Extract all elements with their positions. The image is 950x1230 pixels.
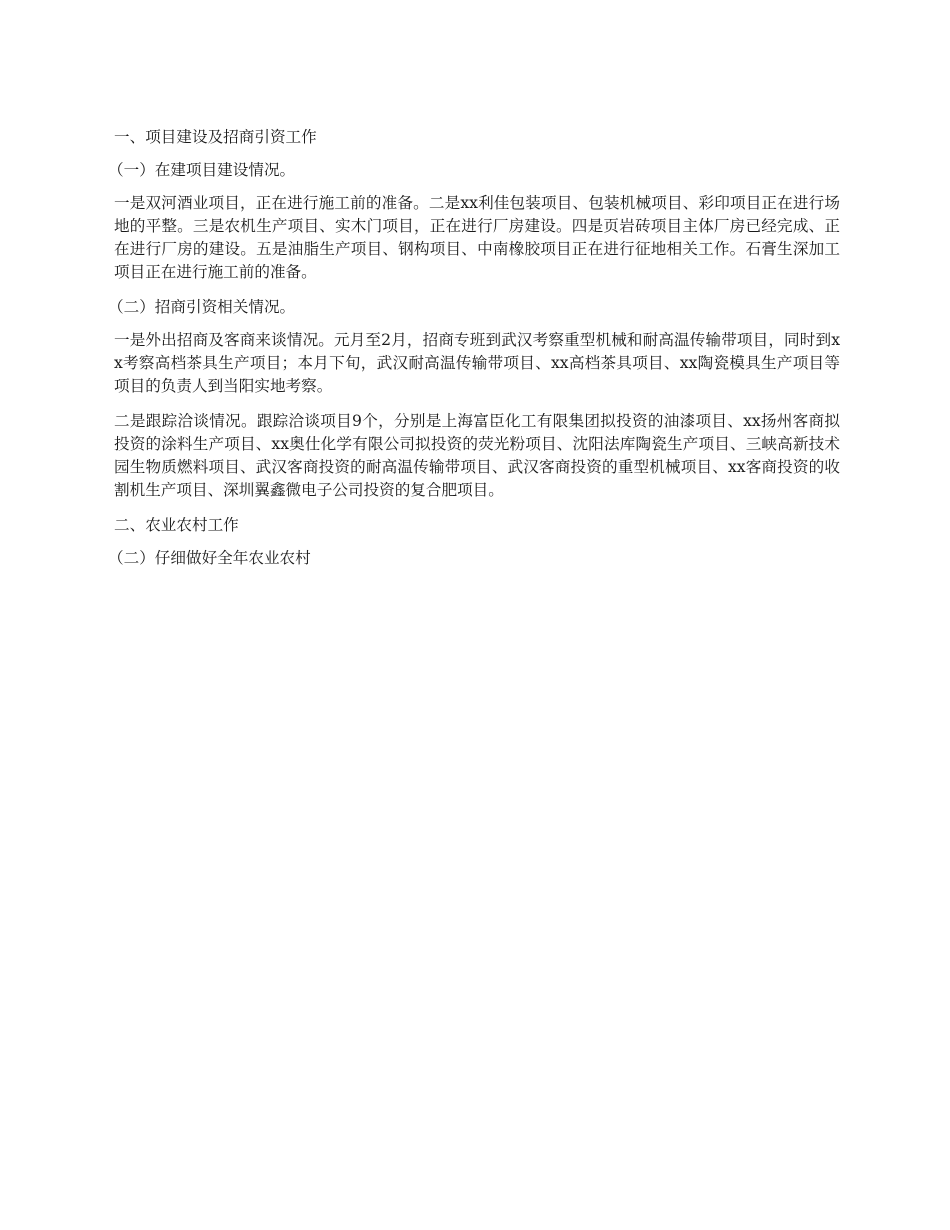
subheading-investment-status: （二）招商引资相关情况。 xyxy=(108,298,296,316)
paragraph-investment-visits: 一是外出招商及客商来谈情况。元月至2月，招商专班到武汉考察重型机械和耐高温传输带项目，同时到xx考察高档茶具生产项目；本月下旬，武汉耐高温传输带项目、xx高档茶具项目、xx陶瓷模具生产项目等项目的负责人到当阳实地考察。 xyxy=(114,331,840,395)
section-heading-projects: 一、项目建设及招商引资工作 xyxy=(114,128,317,146)
paragraph-construction-details: 一是双河酒业项目，正在进行施工前的准备。二是xx利佳包装项目、包装机械项目、彩印项目正在进行场地的平整。三是农机生产项目、实木门项目，正在进行厂房建设。四是页岩砖项目主体厂房已经完成、正在进行厂房的建设。五是油脂生产项目、钢构项目、中南橡胶项目正在进行征地相关工作。石膏生深加工项目正在进行施工前的准备。 xyxy=(114,194,840,281)
subheading-agriculture-work: （二）仔细做好全年农业农村 xyxy=(108,549,311,567)
paragraph-investment-followup: 二是跟踪洽谈情况。跟踪洽谈项目9个，分别是上海富臣化工有限集团拟投资的油漆项目、xx扬州客商拟投资的涂料生产项目、xx奥仕化学有限公司拟投资的荧光粉项目、沈阳法库陶瓷生产项目、三峡高新技术园生物质燃料项目、武汉客商投资的耐高温传输带项目、武汉客商投资的重型机械项目、xx客商投资的收割机生产项目、深圳翼鑫微电子公司投资的复合肥项目。 xyxy=(114,412,840,499)
document-body xyxy=(108,126,840,580)
subheading-construction-status: （一）在建项目建设情况。 xyxy=(108,161,296,179)
section-heading-agriculture: 二、农业农村工作 xyxy=(114,516,239,534)
